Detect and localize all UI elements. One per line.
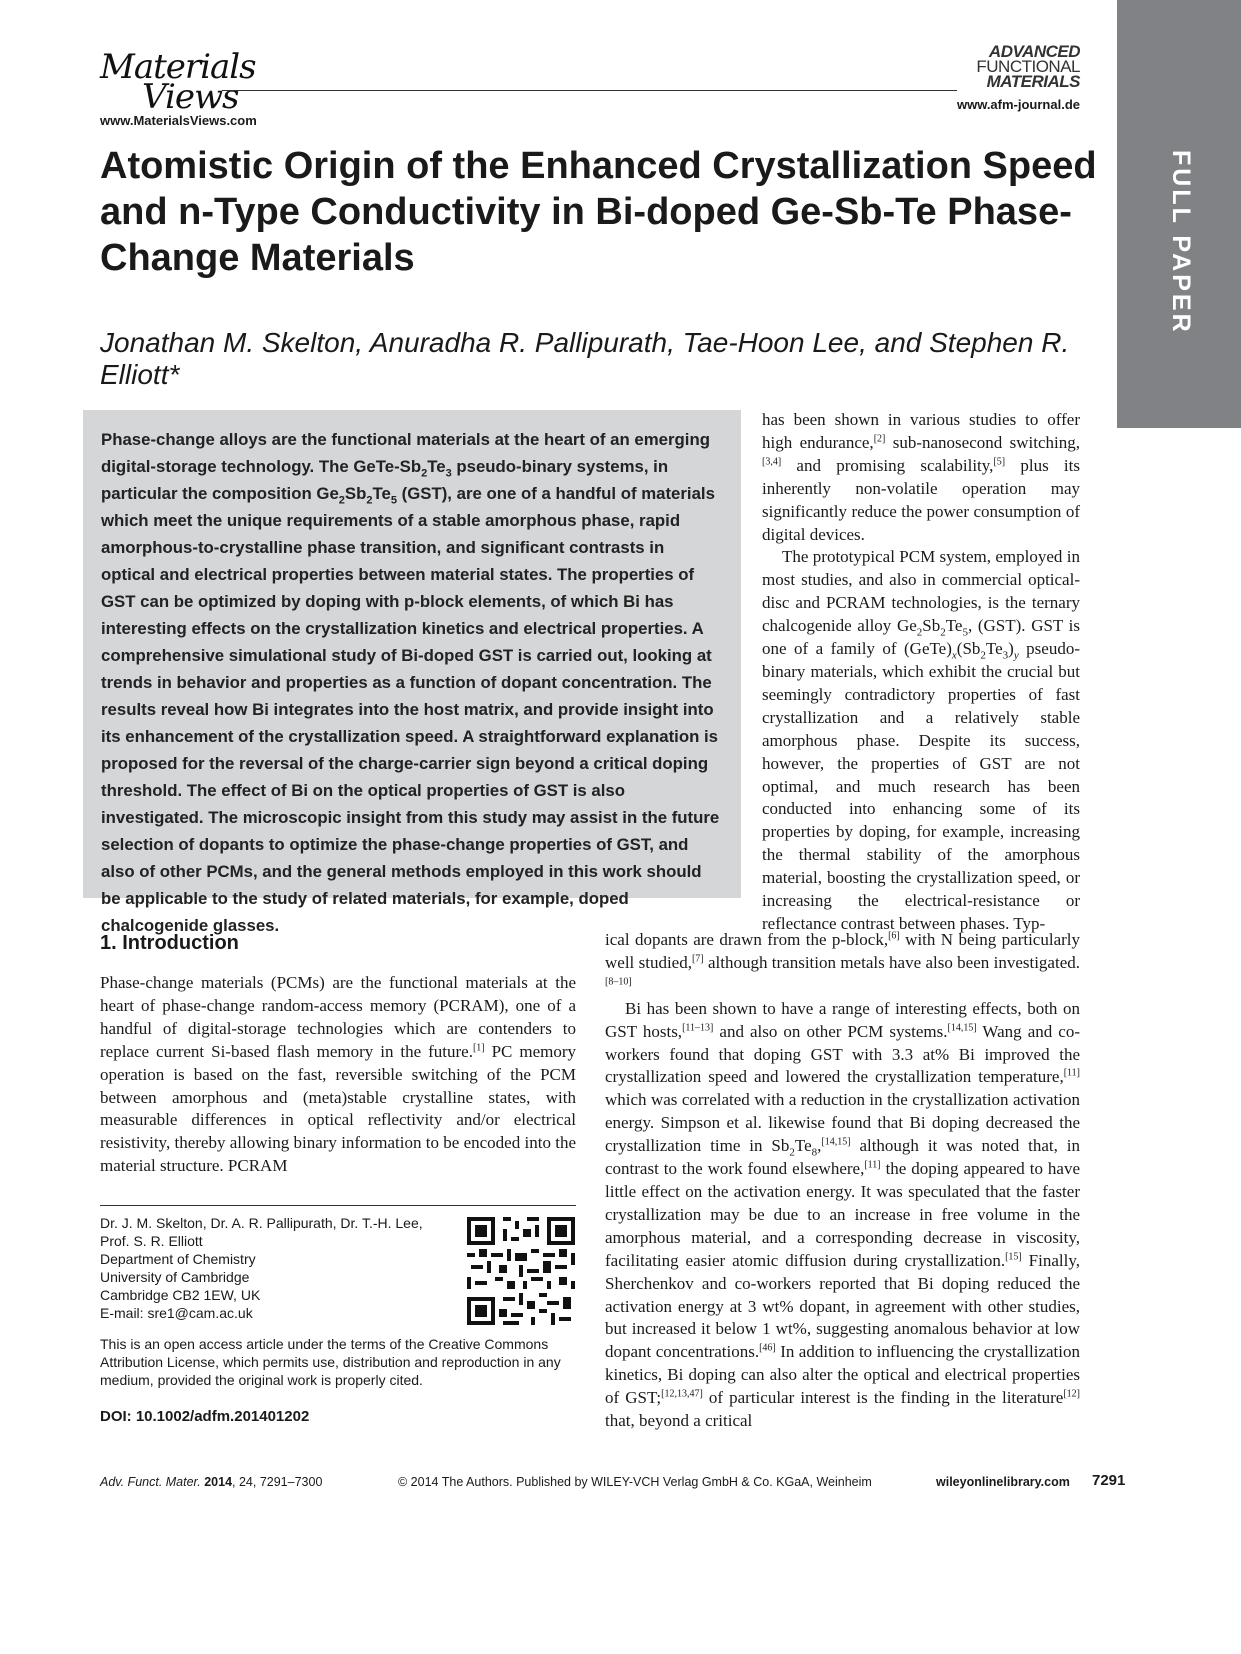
- right-column-lower: [605, 929, 1080, 1433]
- page-number: 7291: [1092, 1472, 1126, 1489]
- materials-views-logo: Materials Views: [100, 47, 256, 117]
- site-right[interactable]: www.afm-journal.de: [956, 97, 1080, 112]
- header-rule: [222, 90, 957, 91]
- paragraph: The prototypical PCM system, employed in most studies, and also in commercial optical-disc and PCRAM technologies, is the ternary chalcogenide alloy $Ge_2Sb_2Te_5$, (GST). GST is one of a family of $(GeTe)_x(Sb_2Te_3)_y$ pseudo-binary materials, which exhibit the crucial but seemingly contradictory properties of fast crystallization and a relatively stable amorphous phase. Despite its success, however, the properties of GST are not optimal, and much research has been conducted into enhancing some of its properties by doping, for example, increasing the thermal stability of the amorphous material, boosting the crystallization speed, or increasing the electrical-resistance or reflectance contrast between phases. Typ-: [762, 547, 1080, 933]
- paragraph: Phase-change materials (PCMs) are the functional materials at the heart of phase-change random-access memory (PCRAM), one of a handful of digital-storage technologies which are contenders to replace current Si-based flash memory in the future.[1] PC memory operation is based on the fast, reversible switching of the PCM between amorphous and (meta)stable crystalline states, with measurable differences in optical reflectivity and/or electrical resistivity, thereby allowing binary information to be encoded into the material structure. PCRAM: [100, 973, 576, 1176]
- site-left[interactable]: www.MaterialsViews.com: [100, 113, 257, 128]
- abstract-box: [83, 410, 741, 935]
- authors: Jonathan M. Skelton, Anuradha R. Pallipurath, Tae-Hoon Lee, and Stephen R. Elliott*: [100, 327, 1070, 390]
- paragraph: Bi has been shown to have a range of interesting effects, both on GST hosts,[11–13] and also on other PCM systems.[14,15] Wang and co-workers found that doping GST with 3.3 at% Bi improved the crystallization speed and lowered the crystallization temperature,[11] which was correlated with a reduction in the crystallization activation energy. Simpson et al. likewise found that Bi doping decreased the crystallization time in $Sb_2Te_8,[14,15]$ although it was noted that, in contrast to the work found elsewhere,[11] the doping appeared to have little effect on the activation energy. It was speculated that the faster crystallization may be due to an increase in free volume in the amorphous material, and a corresponding decrease in viscosity, facilitating easier atomic diffusion during crystallization.[15] Finally, Sherchenkov and co-workers reported that Bi doping reduced the activation energy at 3 wt% dopant, in agreement with other studies, but increased it below 1 wt%, suggesting anomalous behavior at low dopant concentrations.[46] In addition to influencing the crystallization kinetics, Bi doping can also alter the optical and electrical properties of GST;[12,13,47] of particular interest is the finding in the literature[12] that, beyond a critical: [605, 998, 1081, 1431]
- right-column-upper: [762, 409, 1080, 936]
- footer-site[interactable]: wileyonlinelibrary.com: [936, 1475, 1070, 1489]
- full-paper-tab: FULL PAPER: [1117, 0, 1241, 428]
- citation: Adv. Funct. Mater. 2014, 24, 7291–7300: [100, 1475, 323, 1489]
- section-heading-introduction: 1. Introduction: [100, 932, 239, 954]
- page-title: Atomistic Origin of the Enhanced Crystallization Speed and n-Type Conductivity in Bi-doped Ge-Sb-Te Phase-Change Materials: [100, 145, 1097, 279]
- copyright: © 2014 The Authors. Published by WILEY-VCH Verlag GmbH & Co. KGaA, Weinheim: [398, 1475, 872, 1489]
- paragraph: has been shown in various studies to offer high endurance,[2] sub-nanosecond switching,[3,4] and promising scalability,[5] plus its inherently non-volatile operation may significantly reduce the power consumption of digital devices.: [762, 410, 1080, 544]
- affiliation-rule: [100, 1205, 576, 1206]
- paragraph: ical dopants are drawn from the p-block,[6] with N being particularly well studied,[7] although transition metals have also been investigated.[8–10]: [605, 930, 1081, 988]
- license-note: This is an open access article under the terms of the Creative Commons Attribution License, which permits use, distribution and reproduction in any medium, provided the original work is properly cited.: [100, 1336, 561, 1388]
- left-column-body: [100, 972, 576, 1178]
- affiliation: Dr. J. M. Skelton, Dr. A. R. Pallipurath, Dr. T.-H. Lee, Prof. S. R. Elliott Department of Chemistry University of Cambridge Cambridge CB2 1EW, UK E-mail: sre1@cam.ac.uk: [100, 1214, 460, 1322]
- abstract-text: Phase-change alloys are the functional materials at the heart of an emerging digital-storage technology. The GeTe-$Sb_2Te_3$ pseudo-binary systems, in particular the composition $Ge_2Sb_2Te_5$ (GST), are one of a handful of materials which meet the unique requirements of a stable amorphous phase, rapid amorphous-to-crystalline phase transition, and significant contrasts in optical and electrical properties between material states. The properties of GST can be optimized by doping with p-block elements, of which Bi has interesting effects on the crystallization kinetics and electrical properties. A comprehensive simulational study of Bi-doped GST is carried out, looking at trends in behavior and properties as a function of dopant concentration. The results reveal how Bi integrates into the host matrix, and provide insight into its enhancement of the crystallization speed. A straightforward explanation is proposed for the reversal of the charge-carrier sign beyond a critical doping threshold. The effect of Bi on the optical properties of GST is also investigated. The microscopic insight from this study may assist in the future selection of dopants to optimize the phase-change properties of GST, and also of other PCMs, and the general methods employed in this work should be applicable to the study of related materials, for example, doped chalcogenide glasses.: [101, 430, 720, 935]
- doi[interactable]: DOI: 10.1002/adfm.201401202: [100, 1408, 310, 1425]
- journal-logo: ADVANCED FUNCTIONAL MATERIALS: [976, 42, 1080, 91]
- email[interactable]: E-mail: sre1@cam.ac.uk: [100, 1305, 253, 1321]
- qr-code-icon[interactable]: [467, 1217, 575, 1325]
